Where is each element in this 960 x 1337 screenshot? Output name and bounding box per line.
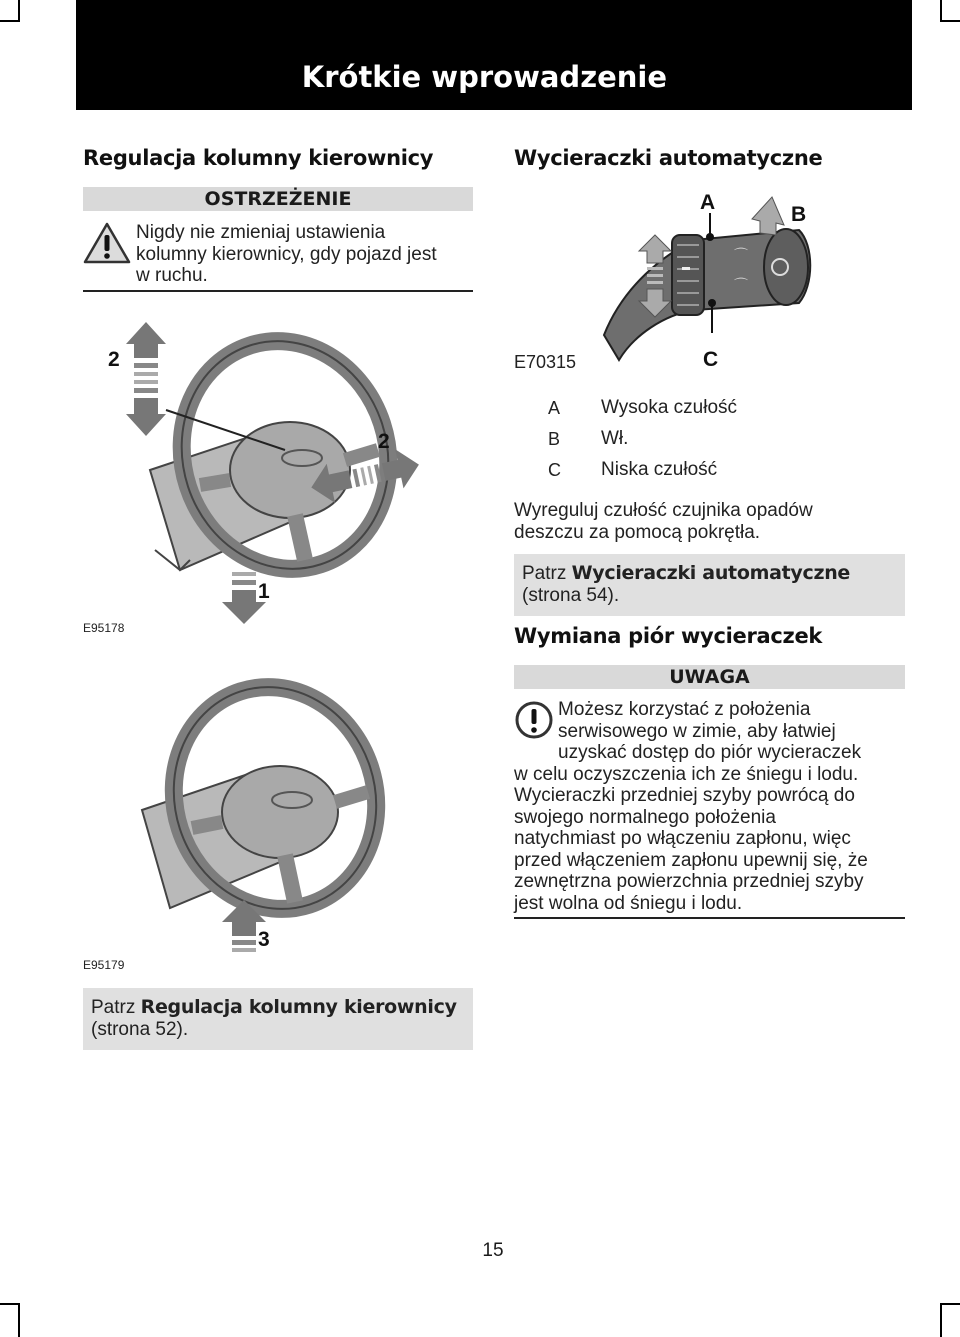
callout-B: B (791, 203, 807, 226)
legend-key: B (548, 429, 561, 449)
callout-1: 1 (258, 580, 270, 603)
warning-text-line: w ruchu. (136, 265, 208, 286)
notice-line: swojego normalnego położenia (514, 806, 776, 828)
steering-wheel-lock-illustration (80, 680, 480, 965)
callout-3: 3 (258, 928, 270, 951)
figure-code: E95179 (83, 958, 125, 972)
paragraph-line: Wyreguluj czułość czujnika opadów (514, 500, 813, 521)
reference-prefix: Patrz (522, 563, 572, 584)
paragraph-line: deszczu za pomocą pokrętła. (514, 521, 761, 543)
page-header (76, 0, 912, 110)
crop-mark (940, 20, 960, 22)
crop-mark (0, 1303, 20, 1305)
notice-line: natychmiast po włączeniu zapłonu, więc (514, 828, 851, 849)
page-title: Krótkie wprowadzenie (301, 60, 667, 94)
svg-text:⌒: ⌒ (734, 278, 748, 294)
reference-box-wipers (514, 554, 905, 616)
section-heading-wiper-blades: Wymiana piór wycieraczek (514, 624, 823, 648)
reference-suffix: (strona 54). (522, 584, 620, 606)
warning-triangle-icon (83, 222, 131, 264)
notice-line: przed włączeniem zapłonu upewnij się, że (514, 849, 868, 871)
legend-value: Niska czułość (601, 459, 718, 480)
notice-line: Wycieraczki przedniej szyby powrócą do (514, 785, 855, 806)
notice-line: jest wolna od śniegu i lodu. (514, 892, 743, 914)
page-number: 15 (482, 1240, 504, 1261)
notice-line: serwisowego w zimie, aby łatwiej (558, 720, 836, 742)
notice-line: uzyskać dostęp do piór wycieraczek (558, 742, 862, 763)
reference-prefix: Patrz (91, 997, 141, 1018)
reference-link[interactable]: Regulacja kolumny kierownicy (140, 996, 457, 1018)
warning-text (136, 222, 476, 287)
legend-value: Wysoka czułość (601, 397, 738, 418)
crop-mark (18, 0, 20, 22)
steering-wheel-illustration (80, 310, 480, 640)
crop-mark (940, 1303, 942, 1337)
notice-line: zewnętrzna powierzchnia przedniej szyby (514, 871, 864, 892)
warning-title: OSTRZEŻENIE (83, 187, 473, 211)
figure-code: E95178 (83, 621, 125, 635)
callout-2a: 2 (108, 348, 120, 371)
section-heading-auto-wipers: Wycieraczki automatyczne (514, 146, 823, 170)
reference-box-steering (83, 988, 473, 1050)
reference-suffix: (strona 52). (91, 1018, 189, 1040)
callout-2b: 2 (378, 430, 390, 453)
notice-line: Możesz korzystać z położenia (558, 699, 811, 720)
crop-mark (18, 1303, 20, 1337)
wiper-stalk-illustration (514, 185, 909, 375)
legend-key: C (548, 460, 561, 480)
warning-text-line: Nigdy nie zmieniaj ustawienia (136, 222, 386, 243)
crop-mark (940, 0, 942, 22)
legend-value: Wł. (601, 428, 629, 449)
svg-text:⌒: ⌒ (734, 248, 748, 264)
warning-bottom-rule (83, 290, 473, 292)
crop-mark (940, 1303, 960, 1305)
notice-text (514, 699, 909, 914)
notice-line: w celu oczyszczenia ich ze śniegu i lodu. (514, 763, 859, 785)
callout-A: A (700, 191, 716, 214)
crop-mark (0, 20, 20, 22)
section-heading-steering-column: Regulacja kolumny kierownicy (83, 146, 434, 170)
notice-bottom-rule (514, 917, 905, 919)
figure-code: E70315 (514, 352, 577, 372)
notice-title: UWAGA (514, 665, 905, 689)
callout-C: C (703, 348, 719, 371)
legend-key: A (548, 398, 561, 418)
warning-text-line: kolumny kierownicy, gdy pojazd jest (136, 243, 437, 265)
sensitivity-paragraph (514, 500, 909, 543)
reference-link[interactable]: Wycieraczki automatyczne (571, 562, 851, 584)
